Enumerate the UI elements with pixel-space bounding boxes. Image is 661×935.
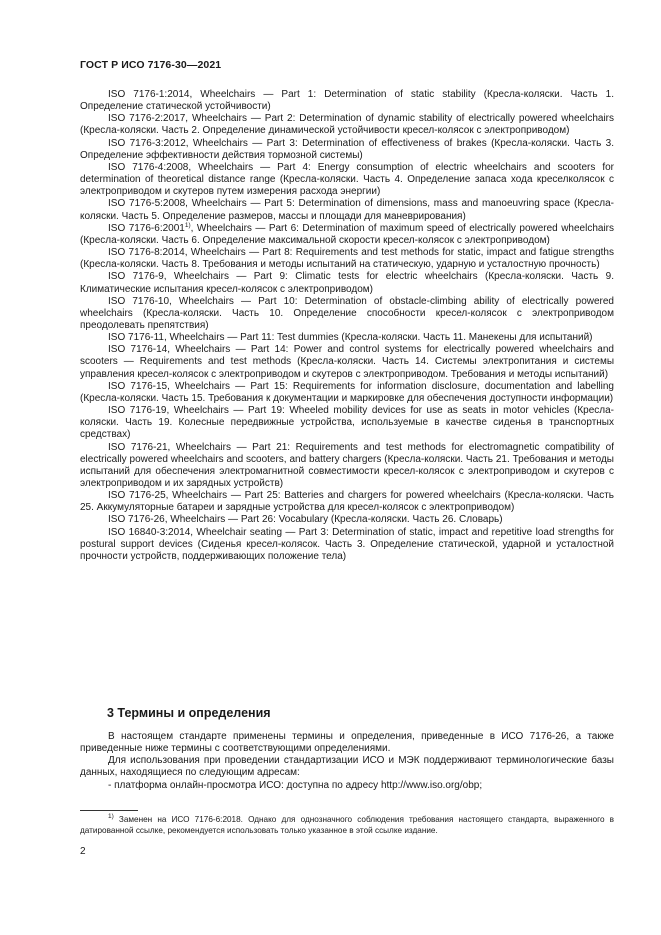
reference-item: ISO 7176-6:2001$^{1)}$, Wheelchairs — Part 6: Determination of maximum speed of electrically powered wheelchairs (Кресла-коляски. Часть 6. Определение максимальной скорости кресел-колясок с электроприводом) (80, 221, 615, 246)
footnote-divider (80, 810, 138, 811)
footnote-text: Заменен на ИСО 7176-6:2018. Однако для однозначного соблюдения требования настоящего стандарта, выраженного в датированной ссылке, рекомендуется использовать только указанное в этой ссылке издание. (80, 815, 614, 835)
footnote-mark: 1) (108, 813, 114, 820)
reference-item: ISO 7176-3:2012, Wheelchairs — Part 3: Determination of effectiveness of brakes (Кресла-коляски. Часть 3. Определение эффективности действия тормозной системы) (80, 137, 614, 161)
page-number: 2 (80, 846, 86, 857)
section-title: 3 Термины и определения (107, 706, 271, 720)
section-body (80, 731, 614, 792)
reference-item: ISO 7176-11, Wheelchairs — Part 11: Test dummies (Кресла-коляски. Часть 11. Манекены для испытаний) (108, 332, 593, 344)
reference-item: ISO 7176-1:2014, Wheelchairs — Part 1: Determination of static stability (Кресла-коляски. Часть 1. Определение статической устойчивости) (80, 89, 614, 113)
reference-item: ISO 7176-19, Wheelchairs — Part 19: Wheeled mobility devices for use as seats in motor vehicles (Кресла-коляски. Часть 19. Колесные передвижные устройства, используемые в качестве сиденья в транспортных средствах) (80, 405, 614, 441)
reference-item: ISO 16840-3:2014, Wheelchair seating — Part 3: Determination of static, impact and repetitive load strengths for postural support devices (Сиденья кресел-колясок. Часть 3. Определение статической, ударной и усталостной прочности устройств, поддерживающих положение тела) (80, 526, 614, 562)
paragraph: В настоящем стандарте применены термины и определения, приведенные в ИСО 7176-26, а также приведенные ниже термины с соответствующими определениями. (80, 731, 614, 755)
footnote-reference-mark: 1) (184, 221, 191, 229)
document-header: ГОСТ Р ИСО 7176-30—2021 (80, 59, 222, 71)
reference-item: ISO 7176-25, Wheelchairs — Part 25: Batteries and chargers for powered wheelchairs (Кресла-коляски. Часть 25. Аккумуляторные батареи и зарядные устройства для кресел-колясок с электроприводом) (80, 490, 614, 514)
paragraph: Для использования при проведении стандартизации ИСО и МЭК поддерживают терминологические базы данных, находящиеся по следующим адресам: (80, 755, 614, 779)
reference-item: ISO 7176-2:2017, Wheelchairs — Part 2: Determination of dynamic stability of electrically powered wheelchairs (Кресла-коляски. Часть 2. Определение динамической устойчивости кресел-колясок с электроприводом) (80, 113, 614, 137)
reference-item: ISO 7176-15, Wheelchairs — Part 15: Requirements for information disclosure, documentation and labelling (Кресла-коляски. Часть 15. Требования к документации и маркировке для обеспечения доступности информации) (80, 380, 614, 404)
reference-item: ISO 7176-26, Wheelchairs — Part 26: Vocabulary (Кресла-коляски. Часть 26. Словарь) (108, 514, 503, 526)
normative-references-list (80, 89, 614, 563)
reference-item: ISO 7176-8:2014, Wheelchairs — Part 8: Requirements and test methods for static, impact and fatigue strengths (Кресла-коляски. Часть 8. Требования и методы испытаний на статическую, ударную и усталостную прочность) (80, 247, 614, 271)
list-item: - платформа онлайн-просмотра ИСО: доступна по адресу http://www.iso.org/obp; (108, 779, 483, 791)
footnote (80, 815, 614, 837)
reference-item: ISO 7176-4:2008, Wheelchairs — Part 4: Energy consumption of electric wheelchairs and scooters for determination of theoretical distance range (Кресла-коляски. Часть 4. Определение запаса хода креселколясок с электроприводом и скутеров путем измерения расхода энергии) (80, 161, 614, 198)
reference-item: ISO 7176-9, Wheelchairs — Part 9: Climatic tests for electric wheelchairs (Кресла-коляски. Часть 9. Климатические испытания кресел-колясок с электроприводом) (80, 271, 614, 295)
reference-item: ISO 7176-10, Wheelchairs — Part 10: Determination of obstacle-climbing ability of electrically powered wheelchairs (Кресла-коляски. Часть 10. Определение способности кресел-колясок с электроприводом преодолевать препятствия) (80, 295, 614, 331)
reference-item: ISO 7176-21, Wheelchairs — Part 21: Requirements and test methods for electromagnetic compatibility of electrically powered wheelchairs and scooters, and battery chargers (Кресла-коляски. Часть 21. Требования и методы испытаний для обеспечения электромагнитной совместимости кресел-колясок с электроприводом и скутеров с электроприводом и их зарядных устройств) (80, 441, 614, 489)
reference-item: ISO 7176-5:2008, Wheelchairs — Part 5: Determination of dimensions, mass and manoeuvring space (Кресла-коляски. Часть 5. Определение размеров, массы и площади для маневрирования) (80, 198, 614, 222)
reference-item: ISO 7176-14, Wheelchairs — Part 14: Power and control systems for electrically powered wheelchairs and scooters — Requirements and test methods (Кресла-коляски. Часть 14. Системы электропитания и системы управления кресел-колясок с электроприводом и скутеров с электроприводом. Требования и методы испытаний) (80, 344, 614, 380)
